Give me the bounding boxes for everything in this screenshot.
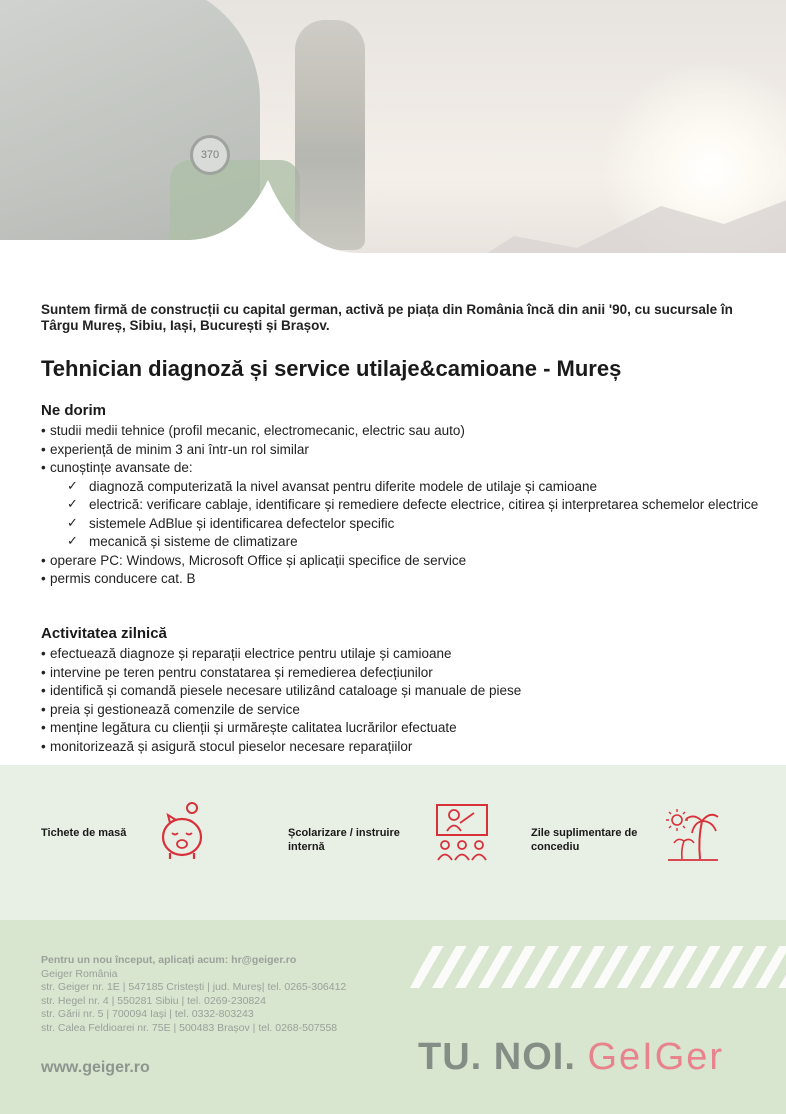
list-item: • preia și gestionează comenzile de service xyxy=(41,701,761,720)
requirements-title: Ne dorim xyxy=(41,402,107,419)
benefit-training: Școlarizare / instruire internă xyxy=(288,827,400,853)
checkmark-icon: ✓ xyxy=(67,514,78,530)
address-line: str. Gării nr. 5 | 700094 Iași | tel. 0332-803243 xyxy=(41,1008,254,1021)
checkmark-icon: ✓ xyxy=(67,477,78,493)
list-item: • operare PC: Windows, Microsoft Office și aplicații specifice de service xyxy=(41,552,761,571)
checkmark-icon: ✓ xyxy=(67,533,78,548)
training-icon xyxy=(434,803,490,863)
list-item: • monitorizează și asigură stocul pieselor necesare reparațiilor xyxy=(41,738,761,757)
list-item: • cunoștințe avansate de: xyxy=(41,459,761,478)
sub-list-item: ✓ electrică: verificare cablaje, identificare și remediere defecte electrice, citirea și interpretarea schemelor electrice xyxy=(67,496,759,512)
hero-curve xyxy=(0,0,786,253)
address-line: str. Calea Feldioarei nr. 75E | 500483 Brașov | tel. 0268-507558 xyxy=(41,1021,338,1034)
list-item: • experiență de minim 3 ani într-un rol similar xyxy=(41,441,761,460)
benefit-meal-tickets: Tichete de masă xyxy=(41,827,127,839)
slogan xyxy=(418,1036,724,1079)
palm-tree-icon xyxy=(664,807,720,863)
hero-image xyxy=(0,0,786,253)
requirements-list xyxy=(41,422,761,589)
job-title: Tehnician diagnoză și service utilaje&camioane - Mureș xyxy=(41,356,622,381)
contact-block xyxy=(41,954,346,1036)
list-item: • studii medii tehnice (profil mecanic, electromecanic, electric sau auto) xyxy=(41,422,761,441)
sub-list-item: ✓ sistemele AdBlue și identificarea defectelor specific xyxy=(67,514,395,531)
website-link[interactable]: www.geiger.ro xyxy=(41,1059,150,1076)
list-item: • efectuează diagnoze și reparații electrice pentru utilaje și camioane xyxy=(41,645,761,664)
apply-email-line[interactable]: Pentru un nou început, aplicați acum: hr@geiger.ro xyxy=(41,954,297,966)
machine-wheel: 370 xyxy=(190,135,230,175)
list-item: • identifică și comandă piesele necesare utilizând cataloage și manuale de piese xyxy=(41,682,761,701)
decorative-stripes xyxy=(410,946,786,988)
list-item: • permis conducere cat. B xyxy=(41,570,761,589)
list-item: • intervine pe teren pentru constatarea și remedierea defecțiunilor xyxy=(41,664,761,683)
address-line: str. Geiger nr. 1E | 547185 Cristești | jud. Mureș| tel. 0265-306412 xyxy=(41,981,347,994)
intro-text: Suntem firmă de construcții cu capital german, activă pe piața din România încă din anii '90, cu sucursale în Târgu Mureș, Sibiu, Iași, București și Brașov. xyxy=(41,302,733,333)
benefits-band xyxy=(0,765,786,920)
company-name: Geiger România xyxy=(41,967,118,980)
daily-activity-title: Activitatea zilnică xyxy=(41,625,167,642)
benefit-extra-vacation: Zile suplimentare de concediu xyxy=(531,827,638,853)
address-line: str. Hegel nr. 4 | 550281 Sibiu | tel. 0269-230824 xyxy=(41,994,266,1007)
geiger-logo: GeIGer xyxy=(587,1036,725,1078)
sub-list-item: ✓ diagnoză computerizată la nivel avansat pentru diferite modele de utilaje și camioane xyxy=(67,477,598,494)
list-item: • menține legătura cu clienții și urmărește calitatea lucrărilor efectuate xyxy=(41,719,761,738)
slogan-text: TU. NOI. xyxy=(418,1036,576,1078)
daily-activity-list xyxy=(41,645,761,756)
sub-list-item: ✓ mecanică și sisteme de climatizare xyxy=(67,533,298,549)
checkmark-icon: ✓ xyxy=(67,496,78,511)
piggy-bank-icon xyxy=(158,801,208,863)
